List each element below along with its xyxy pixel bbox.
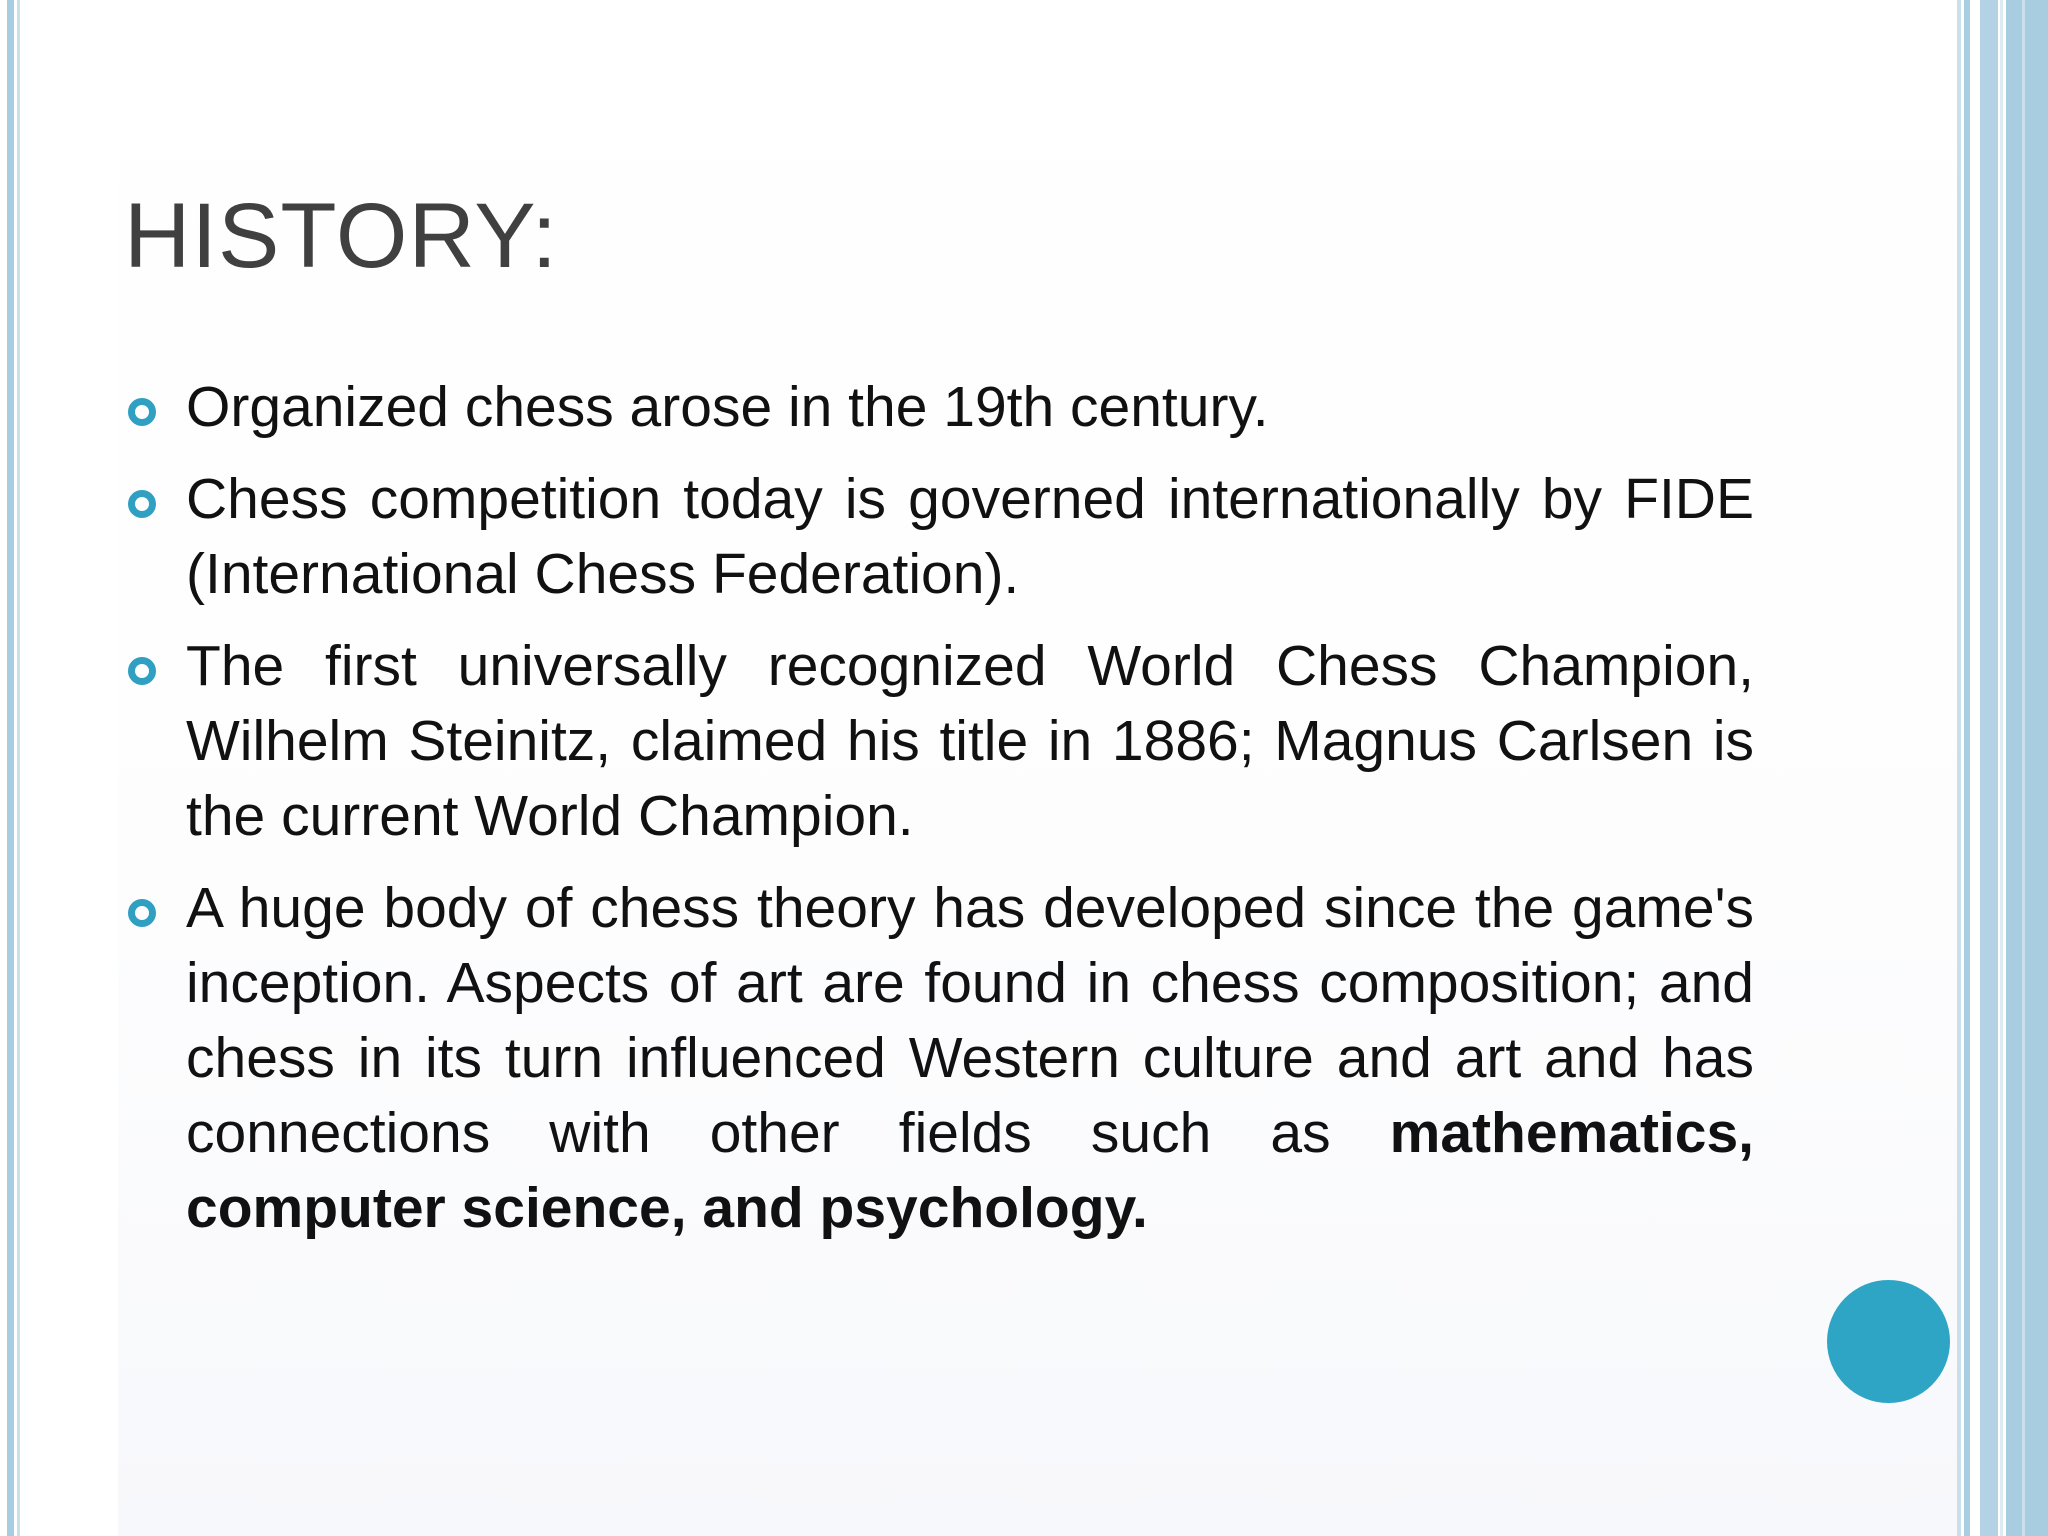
bullet-item <box>124 370 1754 445</box>
right-stripe <box>2022 0 2025 1536</box>
ring-bullet-icon <box>128 899 156 927</box>
ring-bullet-icon <box>128 398 156 426</box>
right-stripe <box>1964 0 1970 1536</box>
right-stripe <box>2000 0 2003 1536</box>
left-border-inner <box>17 0 20 1536</box>
bullet-item <box>124 871 1754 1246</box>
ring-bullet-icon <box>128 490 156 518</box>
bullet-text: The first universally recognized World Chess Champion, Wilhelm Steinitz, claimed his title in 1886; Magnus Carlsen is the current World Champion. <box>186 634 1754 848</box>
slide-title-colon: : <box>531 185 559 287</box>
right-stripe <box>1957 0 1961 1536</box>
bullet-bold-text: mathematics, computer science, and psychology. <box>186 1101 1754 1240</box>
bullet-list <box>124 370 1754 1263</box>
circle-decoration <box>1827 1280 1950 1403</box>
right-stripe <box>2006 0 2048 1536</box>
bullet-item <box>124 462 1754 612</box>
slide-title <box>124 185 559 287</box>
bullet-text: Chess competition today is governed internationally by FIDE (International Chess Federation). <box>186 467 1754 606</box>
slide-title-text: HISTORY <box>124 185 532 287</box>
bullet-text: A huge body of chess theory has developed since the game's inception. Aspects of art are found in chess composition; and chess in its turn influenced Western culture and art and has connections with other fields such as <box>186 876 1754 1165</box>
right-stripe <box>1980 0 1998 1536</box>
ring-bullet-icon <box>128 657 156 685</box>
bullet-item <box>124 629 1754 854</box>
left-border <box>7 0 14 1536</box>
bullet-text: Organized chess arose in the 19th century. <box>186 375 1269 439</box>
